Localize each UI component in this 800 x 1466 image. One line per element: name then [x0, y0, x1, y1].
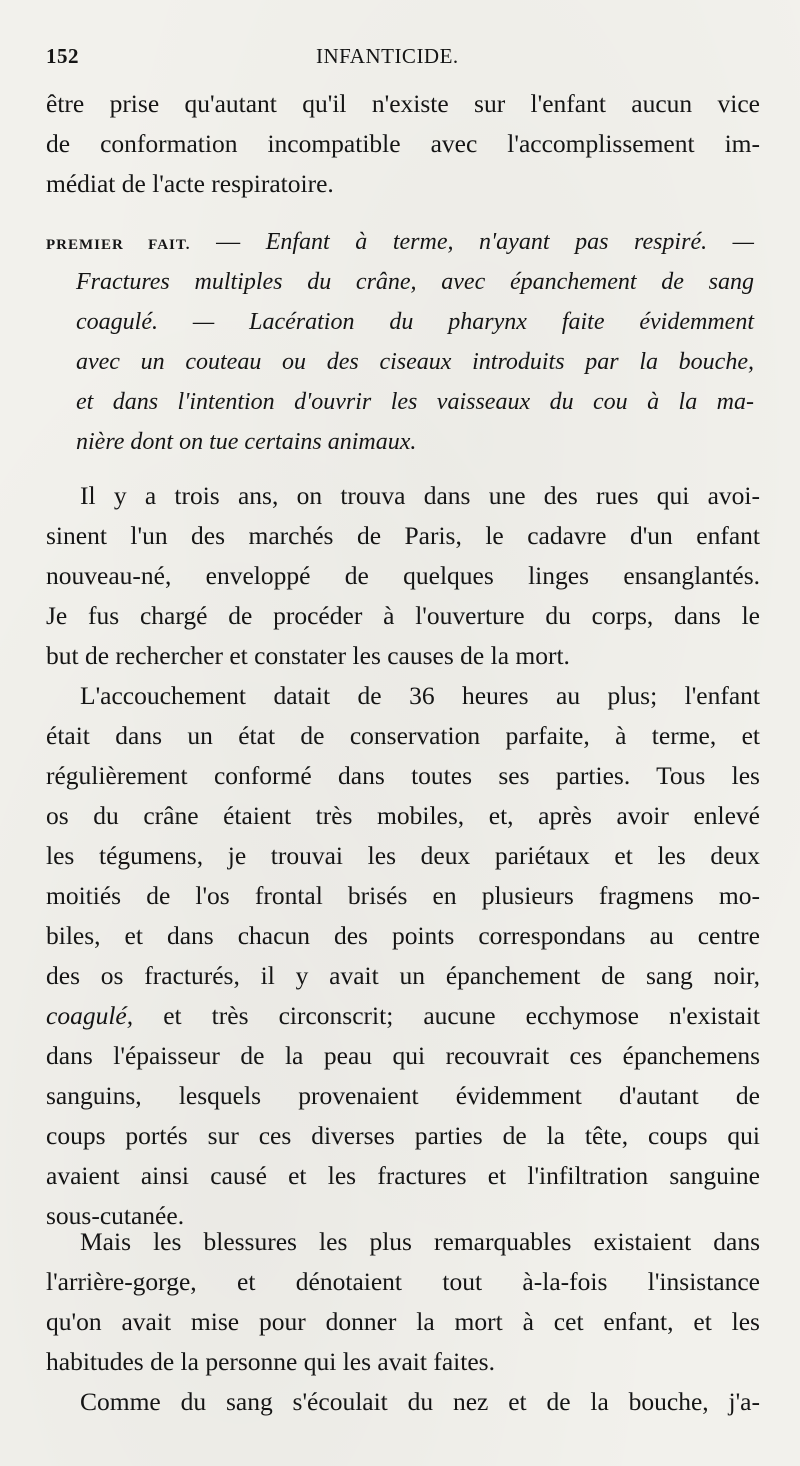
text-line: Je fus chargé de procéder à l'ouverture du corps, dans le	[46, 601, 760, 630]
text-line: être prise qu'autant qu'il n'existe sur l'enfant aucun vice	[46, 89, 760, 118]
case-heading-text: Enfant à terme, n'ayant pas respiré. —	[265, 229, 755, 255]
paragraph-wounds	[46, 1222, 760, 1382]
text-line: de conformation incompatible avec l'accomplissement im-	[46, 129, 760, 158]
text-fragment: et très circonscrit; aucune ecchymose n'existait	[133, 1001, 760, 1030]
text-line: sous-cutanée.	[46, 1201, 185, 1230]
text-line: L'accouchement datait de 36 heures au plus; l'enfant	[80, 681, 760, 710]
text-line: habitudes de la personne qui les avait faites.	[46, 1347, 495, 1376]
text-line: régulièrement conformé dans toutes ses parties. Tous les	[46, 761, 760, 790]
case-line: Fractures multiples du crâne, avec épanchement de sang	[76, 269, 754, 295]
case-label: PREMIER FAIT.	[46, 237, 191, 253]
text-line: but de rechercher et constater les causes de la mort.	[46, 641, 570, 670]
text-line: sanguins, lesquels provenaient évidemment d'autant de	[46, 1081, 760, 1110]
case-dash: —	[216, 229, 241, 255]
intro-paragraph	[46, 84, 760, 204]
text-line-with-italic	[46, 996, 760, 1036]
text-line: Comme du sang s'écoulait du nez et de la bouche, j'a-	[80, 1387, 760, 1416]
case-line: avec un couteau ou des ciseaux introduits par la bouche,	[76, 349, 754, 375]
text-line: était dans un état de conservation parfaite, à terme, et	[46, 721, 760, 750]
page-number: 152	[46, 44, 79, 68]
text-line: les tégumens, je trouvai les deux pariétaux et les deux	[46, 841, 760, 870]
text-line: moitiés de l'os frontal brisés en plusieurs fragmens mo-	[46, 881, 760, 910]
italic-word: coagulé,	[46, 1001, 134, 1030]
text-line: biles, et dans chacun des points correspondans au centre	[46, 921, 760, 950]
text-line: qu'on avait mise pour donner la mort à cet enfant, et les	[46, 1307, 760, 1336]
text-line: nouveau-né, enveloppé de quelques linges ensanglantés.	[46, 561, 760, 590]
paragraph-examination	[46, 676, 760, 1236]
text-line: avaient ainsi causé et les fractures et l'infiltration sanguine	[46, 1161, 760, 1190]
text-line: l'arrière-gorge, et dénotaient tout à-la-fois l'insistance	[46, 1267, 760, 1296]
case-line: nière dont on tue certains animaux.	[76, 429, 417, 455]
case-line: et dans l'intention d'ouvrir les vaisseaux du cou à la ma-	[76, 389, 754, 415]
text-line: médiat de l'acte respiratoire.	[46, 169, 334, 198]
case-line: coagulé. — Lacération du pharynx faite évidemment	[76, 309, 754, 335]
text-line: coups portés sur ces diverses parties de la tête, coups qui	[46, 1121, 760, 1150]
text-line: os du crâne étaient très mobiles, et, après avoir enlevé	[46, 801, 760, 830]
text-line: dans l'épaisseur de la peau qui recouvrait ces épanchemens	[46, 1041, 760, 1070]
paragraph-blood	[46, 1382, 760, 1422]
text-line: des os fracturés, il y avait un épanchement de sang noir,	[46, 961, 760, 990]
running-title: INFANTICIDE.	[316, 44, 459, 68]
case-summary	[46, 222, 754, 462]
text-line: Il y a trois ans, on trouva dans une des rues qui avoi-	[80, 481, 760, 510]
running-head	[46, 44, 756, 80]
case-heading-line	[46, 222, 754, 262]
text-line: Mais les blessures les plus remarquables existaient dans	[80, 1227, 760, 1256]
text-line: sinent l'un des marchés de Paris, le cadavre d'un enfant	[46, 521, 760, 550]
paragraph-discovery	[46, 476, 760, 676]
